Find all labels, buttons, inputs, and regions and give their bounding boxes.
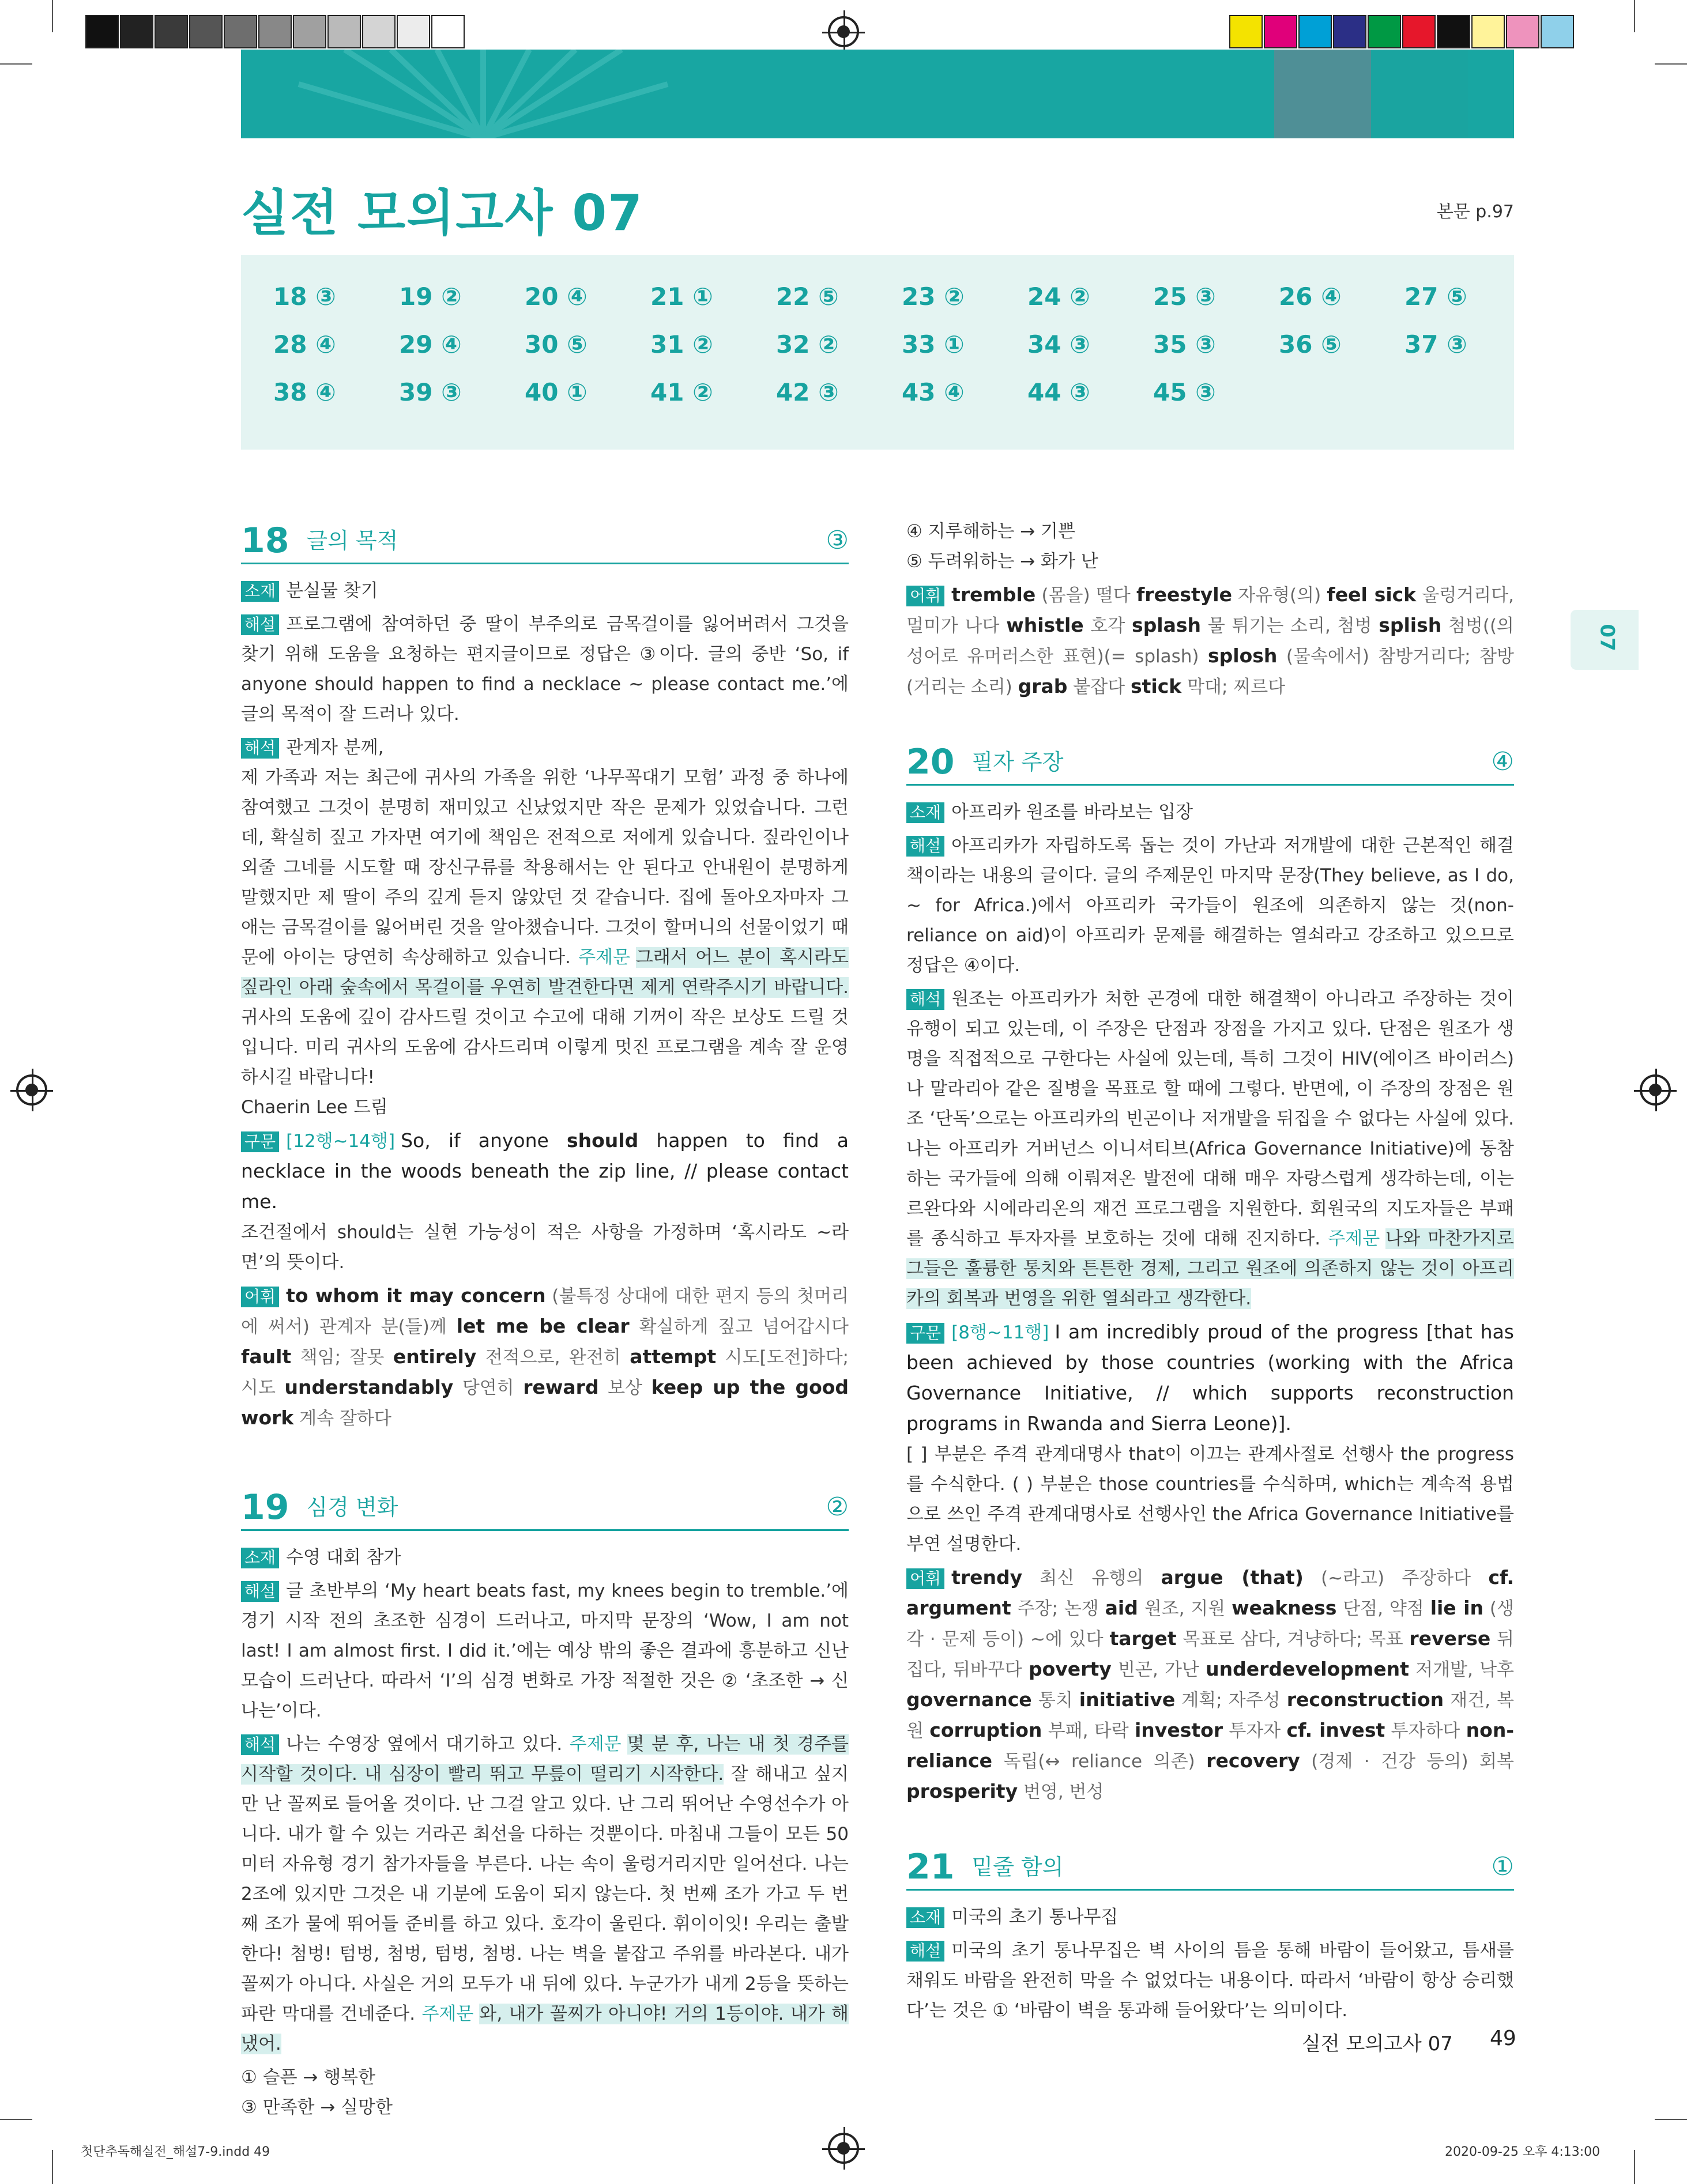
- color-swatch: [1402, 15, 1436, 48]
- explain-tag: 해설: [906, 836, 944, 857]
- answer-grid: [273, 282, 1530, 406]
- sunburst-decoration: [241, 50, 702, 138]
- subject-text: 아프리카 원조를 바라보는 입장: [951, 802, 1193, 823]
- vocab-meaning: 통치: [1038, 1690, 1073, 1711]
- vocab-tag: 어휘: [906, 586, 944, 606]
- vocab-word: recovery: [1206, 1749, 1300, 1772]
- vocab-word: initiative: [1079, 1688, 1176, 1711]
- vocab-meaning: 계속 잘하다: [299, 1408, 391, 1429]
- translation-text: 잘 해내고 싶지만 난 꼴찌로 들어올 것이다. 난 그걸 알고 있다. 난 그리 뛰어난 수영선수가 아니다. 내가 할 수 있는 거라곤 최선을 다하는 것뿐이다. 마침내 그들이 모든 50미터 자유형 경기 참가자들을 부른다. 나는 속이 울렁거리지만 일어선다. 나는 2조에 있지만 그것은 내 기분에 도움이 되지 않는다. 첫 번째 조가 가고 두 번째 조가 물에 뛰어들 준비를 하고 있다. 호각이 울린다. 휘이이잇! 우리는 출발한다! 첨벙! 텀벙, 첨벙, 텀벙, 첨벙. 나는 벽을 붙잡고 주위를 바라본다. 내가 꼴찌가 아니다. 사실은 거의 모두가 내 뒤에 있다. 누군가가 내게 2등을 뜻하는 파란 막대를 건네준다.: [241, 1764, 849, 2024]
- vocab-meaning: 호각: [1090, 616, 1125, 636]
- question-type: 글의 목적: [306, 528, 398, 553]
- color-swatch-strip: [1229, 15, 1575, 48]
- syntax-key-word: should: [566, 1129, 639, 1152]
- vocab-meaning: 투자하다: [1391, 1721, 1460, 1741]
- vocab-word: reconstruction: [1286, 1688, 1444, 1711]
- question-20-header: [906, 740, 1514, 786]
- answer-item: 23 ②: [902, 282, 965, 311]
- choice: ③ 만족한 → 실망한: [241, 2097, 393, 2118]
- question-number: 19: [241, 1487, 289, 1527]
- translation: [241, 733, 849, 1122]
- color-swatch: [1437, 15, 1470, 48]
- banner-block: [1371, 50, 1468, 138]
- explanation: [906, 831, 1514, 980]
- vocab-meaning: 뒤집다, 뒤바꾸다: [906, 1629, 1515, 1680]
- vocab-meaning: 최신 유행의: [1040, 1568, 1144, 1589]
- answer-item: 28 ④: [273, 330, 336, 359]
- explanation: [906, 1936, 1514, 2025]
- vocab-word: reverse: [1409, 1627, 1491, 1650]
- topic-sentence: 나와 마찬가지로 그들은 훌륭한 통치와 튼튼한 경제, 그리고 원조에 의존하지 않는 것이 아프리카의 회복과 번영을 위한 열쇠라고 생각한다.: [906, 1228, 1515, 1309]
- choice: ⑤ 두려워하는 → 화가 난: [906, 551, 1098, 572]
- vocab-meaning: 독립(↔ reliance 의존): [1003, 1751, 1195, 1772]
- vocab-word: entirely: [393, 1345, 477, 1368]
- topic-sentence-label: 주제문: [421, 2004, 474, 2024]
- answer-item: 20 ④: [525, 282, 588, 311]
- vocab-word: stick: [1131, 675, 1182, 697]
- color-swatch: [1541, 15, 1574, 48]
- vocab-meaning: 빈곤, 가난: [1117, 1659, 1199, 1680]
- subject-tag: 소재: [241, 1548, 279, 1568]
- vocab-meaning: 확실하게 짚고 넘어갑시다: [639, 1317, 849, 1337]
- vocab-word: tremble: [951, 583, 1036, 606]
- answer-item: 19 ②: [399, 282, 462, 311]
- syntax-sentence: I am incredibly proud of the progress [that has been achieved by those countries (working with the Africa Governance Initiative, // which supports reconstruction programs in Rwanda and Sierra Leone)].: [906, 1321, 1514, 1435]
- vocab-word: let me be clear: [456, 1315, 630, 1337]
- translation-signature: Chaerin Lee 드림: [241, 1097, 388, 1118]
- vocab-word: to whom it may concern: [286, 1284, 546, 1307]
- vocab-meaning: 책임; 잘못: [300, 1347, 385, 1368]
- chapter-side-tab: [1571, 610, 1639, 670]
- vocab-meaning: 번영, 번성: [1023, 1782, 1104, 1802]
- crop-mark: [0, 2119, 32, 2120]
- vocab-meaning: 원조, 지원: [1144, 1598, 1226, 1619]
- crop-mark: [52, 2150, 53, 2184]
- topic-sentence-label: 주제문: [1328, 1228, 1380, 1249]
- translation-text: 나는 수영장 옆에서 대기하고 있다.: [286, 1734, 563, 1755]
- vocab-meaning: 재건, 복원: [906, 1690, 1515, 1741]
- translation-text: 원조는 아프리카가 처한 곤경에 대한 해결책이 아니라고 주장하는 것이 유행이 되고 있는데, 이 주장은 단점과 장점을 가지고 있다. 단점은 원조가 생명을 직접적으로 구한다는 사실에 있는데, 특히 그것이 HIV(에이즈 바이러스)나 말라리아 같은 질병을 목표로 할 때에 그렇다. 반면에, 이 주장의 장점은 원조 ‘단독’으로는 아프리카의 빈곤이나 저개발을 뒤집을 수 없다는 사실에 있다. 나는 아프리카 거버넌스 이니셔티브(Africa Governance Initiative)에 동참하는 국가들에 의해 이뤄져온 발전에 대해 매우 자랑스럽게 생각하는데, 이는 르완다와 시에라리온의 재건 프로그램을 지원한다. 회원국의 지도자들은 부패를 종식하고 투자자를 보호하는 것에 대해 진지하다.: [906, 989, 1514, 1249]
- answer-item: 40 ①: [525, 378, 588, 406]
- vocab-word: splash: [1132, 614, 1202, 636]
- vocab-meaning: 물 튀기는 소리, 첨벙: [1207, 616, 1372, 636]
- color-swatch: [224, 15, 257, 48]
- syntax-lines: [8행~11행]: [951, 1322, 1049, 1343]
- question-18-header: [241, 519, 849, 564]
- registration-mark-right: [1640, 1074, 1671, 1106]
- answer-item: 21 ①: [650, 282, 713, 311]
- translation-tag: 해석: [906, 989, 944, 1010]
- vocab-meaning: 목표로 삼다, 겨냥하다; 목표: [1183, 1629, 1403, 1650]
- gray-swatch-strip: [85, 15, 466, 48]
- registration-mark-top: [828, 16, 859, 47]
- color-swatch: [362, 15, 396, 48]
- syntax-tag: 구문: [241, 1131, 279, 1152]
- crop-mark: [1634, 2150, 1635, 2184]
- vocab-word: weakness: [1232, 1597, 1337, 1619]
- vocab-word: whistle: [1006, 614, 1084, 636]
- syntax-sentence: happen to find a necklace in the woods beneath the zip line, // please contact me.: [241, 1129, 849, 1213]
- color-swatch: [85, 15, 119, 48]
- answer-item: 18 ③: [273, 282, 336, 311]
- question-answer: ③: [826, 526, 849, 555]
- crop-mark: [1655, 2119, 1687, 2120]
- vocab-meaning: 첨벙((의성어로 유머러스한 표현)(= splash): [906, 616, 1514, 667]
- vocab-meaning: 전적으로, 완전히: [485, 1347, 621, 1368]
- vocab-meaning: 주장; 논쟁: [1017, 1598, 1099, 1619]
- vocab-meaning: 붙잡다: [1073, 677, 1125, 697]
- vocab-word: prosperity: [906, 1780, 1018, 1802]
- color-swatch: [155, 15, 188, 48]
- color-swatch: [189, 15, 223, 48]
- answer-item: 45 ③: [1153, 378, 1216, 406]
- question-number: 21: [906, 1847, 955, 1887]
- crop-mark: [1634, 0, 1635, 32]
- syntax-note: [ ] 부분은 주격 관계대명사 that이 이끄는 관계사절로 선행사 the progress를 수식한다. ( ) 부분은 those countries를 수식하며, which는 계속적 용법으로 쓰인 주격 관계대명사로 선행사인 the Africa Governance Initiative를 부연 설명한다.: [906, 1444, 1514, 1555]
- banner-block: [1274, 50, 1371, 138]
- footer-title: 실전 모의고사 07: [1302, 2032, 1453, 2055]
- color-swatch: [293, 15, 326, 48]
- choice: ① 슬픈 → 행복한: [241, 2067, 376, 2088]
- answer-item: 38 ④: [273, 378, 336, 406]
- vocab-word: argue (that): [1161, 1566, 1304, 1589]
- topic-sentence-label: 주제문: [569, 1734, 622, 1755]
- vocab-word: freestyle: [1136, 583, 1232, 606]
- vocab-meaning: (경제 · 건강 등의) 회복: [1311, 1751, 1514, 1772]
- vocab-word: non-reliance: [906, 1719, 1515, 1772]
- answer-item: 22 ⑤: [776, 282, 839, 311]
- vocab-meaning: 계획; 자주성: [1181, 1690, 1281, 1711]
- color-swatch: [1368, 15, 1401, 48]
- translation-tag: 해석: [241, 1734, 279, 1755]
- subject-tag: 소재: [906, 802, 944, 823]
- syntax-note: 조건절에서 should는 실현 가능성이 적은 사항을 가정하며 ‘혹시라도 ~라면’의 뜻이다.: [241, 1222, 849, 1273]
- vocab-word: governance: [906, 1688, 1032, 1711]
- question-answer: ①: [1491, 1852, 1514, 1881]
- explain-tag: 해설: [241, 1581, 279, 1602]
- crop-mark: [1655, 63, 1687, 65]
- vocab-word: splosh: [1208, 644, 1278, 667]
- color-swatch: [1333, 15, 1366, 48]
- syntax-sentence: So, if anyone: [401, 1129, 567, 1152]
- syntax: [906, 1317, 1514, 1559]
- print-timestamp: 2020-09-25 오후 4:13:00: [1445, 2145, 1601, 2159]
- vocab-meaning: 울렁거리다, 멀미가 나다: [906, 585, 1514, 636]
- explain-tag: 해설: [906, 1941, 944, 1962]
- translation-text: 제 가족과 저는 최근에 귀사의 가족을 위한 ‘나무꼭대기 모험’ 과정 중 하나에 참여했고 그것이 분명히 재미있고 신났었지만 작은 문제가 있었습니다. 그런데, 확실히 짚고 가자면 여기에 책임은 전적으로 저에게 있습니다. 짚라인이나 외줄 그네를 시도할 때 장신구류를 착용해서는 안 된다고 안내원이 분명하게 말했지만 제 딸이 주의 깊게 듣지 않았던 것 같습니다. 집에 돌아오자마자 그 애는 금목걸이를 잃어버린 것을 알아챘습니다. 그것이 할머니의 선물이었기 때문에 아이는 당연히 속상해하고 있습니다.: [241, 767, 849, 968]
- answer-item: 42 ③: [776, 378, 839, 406]
- crop-mark: [52, 0, 53, 32]
- explanation-text: 아프리카가 자립하도록 돕는 것이 가난과 저개발에 대한 근본적인 해결책이라는 내용의 글이다. 글의 주제문인 마지막 문장(They believe, as I do, ~ for Africa.)에서 아프리카 국가들이 원조에 의존하지 않는 것(non-reliance on aid)이 아프리카 문제를 해결하는 열쇠라고 강조하고 있으므로 정답은 ④이다.: [906, 835, 1514, 976]
- question-answer: ②: [826, 1492, 849, 1522]
- vocab-word: poverty: [1029, 1658, 1112, 1680]
- vocab-tag: 어휘: [241, 1287, 279, 1307]
- topic-sentence: 그래서 어느 분이 혹시라도 짚라인 아래 숲속에서 목걸이를 우연히 발견한다면 제게 연락주시기 바랍니다.: [241, 947, 849, 998]
- registration-mark-left: [16, 1074, 47, 1106]
- color-swatch: [327, 15, 361, 48]
- page-number: 49: [1490, 2027, 1516, 2050]
- translation: [906, 984, 1514, 1314]
- translation-tag: 해석: [241, 738, 279, 759]
- explain-tag: 해설: [241, 614, 279, 635]
- vocab-word: fault: [241, 1345, 292, 1368]
- syntax: [241, 1126, 849, 1277]
- question-type: 심경 변화: [306, 1495, 398, 1520]
- topic-sentence: 몇 분 후, 나는 내 첫 경주를 시작할 것이다. 내 심장이 빨리 뛰고 무릎이 떨리기 시작한다.: [241, 1734, 849, 1785]
- question-19-header: [241, 1485, 849, 1531]
- answer-item: 39 ③: [399, 378, 462, 406]
- color-swatch: [1298, 15, 1332, 48]
- vocab-tag: 어휘: [906, 1568, 944, 1589]
- vocab-word: corruption: [929, 1719, 1042, 1741]
- vocab-word: cf. invest: [1286, 1719, 1385, 1741]
- translation-text: 귀사의 도움에 깊이 감사드릴 것이고 수고에 대해 기꺼이 작은 보상도 드릴 것입니다. 미리 귀사의 도움에 감사드리며 이렇게 멋진 프로그램을 계속 잘 운영하시길 바랍니다!: [241, 1007, 849, 1088]
- topic-sentence-label: 주제문: [578, 947, 630, 968]
- answer-item: 34 ③: [1027, 330, 1090, 359]
- vocab-meaning: 저개발, 낙후: [1415, 1659, 1514, 1680]
- explanation: [241, 609, 849, 729]
- explanation-text: 프로그램에 참여하던 중 딸이 부주의로 금목걸이를 잃어버려서 그것을 찾기 위해 도움을 요청하는 편지글이므로 정답은 ③이다. 글의 중반 ‘So, if anyone should happen to find a necklace ~ please contact me.’에 글의 목적이 잘 드러나 있다.: [241, 614, 849, 725]
- vocabulary: [906, 580, 1514, 702]
- header-banner: [241, 50, 1514, 138]
- vocab-word: splish: [1379, 614, 1442, 636]
- question-type: 밑줄 함의: [971, 1854, 1064, 1880]
- vocab-meaning: 자유형(의): [1238, 585, 1321, 606]
- vocab-meaning: 단점, 약점: [1343, 1598, 1424, 1619]
- vocab-word: cf. argument: [906, 1566, 1514, 1619]
- subject-line: [906, 1902, 1514, 1932]
- question-21-header: [906, 1845, 1514, 1891]
- explanation-text: 미국의 초기 통나무집은 벽 사이의 틈을 통해 바람이 들어왔고, 틈새를 채워도 바람을 완전히 막을 수 없었다는 내용이다. 따라서 ‘바람이 항상 승리했다’는 것은 ① ‘바람이 벽을 통과해 들어왔다’는 의미이다.: [906, 1940, 1514, 2021]
- vocab-word: feel sick: [1327, 583, 1417, 606]
- answer-item: 24 ②: [1027, 282, 1090, 311]
- answer-item: 26 ④: [1279, 282, 1342, 311]
- vocab-word: underdevelopment: [1206, 1658, 1409, 1680]
- answer-item: 32 ②: [776, 330, 839, 359]
- vocab-word: aid: [1105, 1597, 1138, 1619]
- vocab-meaning: 시도[도전]하다; 시도: [241, 1347, 849, 1398]
- left-column: [241, 519, 849, 2122]
- vocab-meaning: 당연히: [462, 1378, 514, 1398]
- color-swatch: [1506, 15, 1539, 48]
- vocabulary: [241, 1281, 849, 1434]
- question-answer: ④: [1491, 747, 1514, 776]
- vocab-word: trendy: [951, 1566, 1023, 1589]
- answer-item: 31 ②: [650, 330, 713, 359]
- subject-line: [241, 1542, 849, 1572]
- vocab-meaning: 막대; 찌르다: [1187, 677, 1286, 697]
- topic-sentence: 와, 내가 꼴찌가 아니야! 거의 1등이야. 내가 해냈어.: [241, 2004, 849, 2054]
- choice: ④ 지루해하는 → 기쁜: [906, 521, 1075, 542]
- explanation-text: 글 초반부의 ‘My heart beats fast, my knees begin to tremble.’에 경기 시작 전의 초조한 심경이 드러나고, 마지막 문장의 ‘Wow, I am not last! I am almost first. I did it.’에는 예상 밖의 좋은 결과에 흥분하고 신난 모습이 드러난다. 따라서 ‘I’의 심경 변화로 가장 적절한 것은 ② ‘초조한 → 신나는’이다.: [241, 1581, 849, 1721]
- vocab-meaning: (생각 · 문제 등이) ~에 있다: [906, 1598, 1514, 1650]
- vocab-word: investor: [1135, 1719, 1223, 1741]
- vocab-meaning: 투자자: [1229, 1721, 1281, 1741]
- right-column: [906, 516, 1514, 2029]
- color-swatch: [1229, 15, 1263, 48]
- vocab-meaning: (~라고) 주장하다: [1321, 1568, 1471, 1589]
- page-title: 실전 모의고사 07: [241, 184, 644, 242]
- vocab-word: keep up the good work: [241, 1376, 849, 1429]
- subject-tag: 소재: [241, 581, 279, 602]
- subject-text: 미국의 초기 통나무집: [951, 1907, 1119, 1927]
- registration-mark-bottom: [828, 2133, 859, 2164]
- vocab-word: attempt: [630, 1345, 717, 1368]
- vocab-word: target: [1109, 1627, 1177, 1650]
- subject-line: [906, 797, 1514, 827]
- color-swatch: [397, 15, 430, 48]
- answer-key-box: [241, 255, 1514, 450]
- answer-item: 30 ⑤: [525, 330, 588, 359]
- answer-item: 41 ②: [650, 378, 713, 406]
- color-swatch: [1264, 15, 1297, 48]
- vocabulary: [906, 1563, 1514, 1807]
- answer-item: 33 ①: [902, 330, 965, 359]
- crop-mark: [0, 63, 32, 65]
- answer-item: 35 ③: [1153, 330, 1216, 359]
- vocab-word: reward: [523, 1376, 599, 1398]
- explanation: [241, 1576, 849, 1726]
- file-slug: 첫단추독해실전_해설7-9.indd 49: [81, 2145, 270, 2159]
- page-reference: 본문 p.97: [1436, 202, 1514, 222]
- answer-item: 44 ③: [1027, 378, 1090, 406]
- subject-tag: 소재: [906, 1907, 944, 1928]
- syntax-tag: 구문: [906, 1323, 944, 1344]
- color-swatch: [120, 15, 153, 48]
- chapter-side-tab-label: 07: [1595, 624, 1619, 651]
- vocab-meaning: (물속에서) 참방거리다; 참방(거리는 소리): [906, 646, 1514, 697]
- answer-item: 27 ⑤: [1404, 282, 1467, 311]
- vocab-meaning: (몸을) 떨다: [1041, 585, 1131, 606]
- question-number: 20: [906, 742, 955, 782]
- vocab-meaning: (불특정 상대에 대한 편지 등의 첫머리에 써서) 관계자 분(들)께: [241, 1286, 849, 1337]
- answer-item: 25 ③: [1153, 282, 1216, 311]
- answer-item: 37 ③: [1404, 330, 1467, 359]
- vocab-word: lie in: [1430, 1597, 1484, 1619]
- subject-text: 수영 대회 참가: [286, 1547, 401, 1568]
- question-number: 18: [241, 520, 289, 561]
- answer-item: 29 ④: [399, 330, 462, 359]
- vocab-meaning: 부패, 타락: [1048, 1721, 1129, 1741]
- question-type: 필자 주장: [971, 749, 1064, 775]
- color-swatch: [258, 15, 292, 48]
- syntax-lines: [12행~14행]: [286, 1131, 396, 1152]
- translation-greeting: 관계자 분께,: [286, 737, 384, 758]
- color-swatch: [431, 15, 465, 48]
- vocab-meaning: 보상: [608, 1378, 643, 1398]
- answer-item: 43 ④: [902, 378, 965, 406]
- vocab-word: understandably: [284, 1376, 454, 1398]
- subject-line: [241, 576, 849, 606]
- subject-text: 분실물 찾기: [286, 580, 378, 601]
- translation: [241, 1729, 849, 2059]
- color-swatch: [1471, 15, 1505, 48]
- vocab-word: grab: [1018, 675, 1068, 697]
- answer-item: 36 ⑤: [1279, 330, 1342, 359]
